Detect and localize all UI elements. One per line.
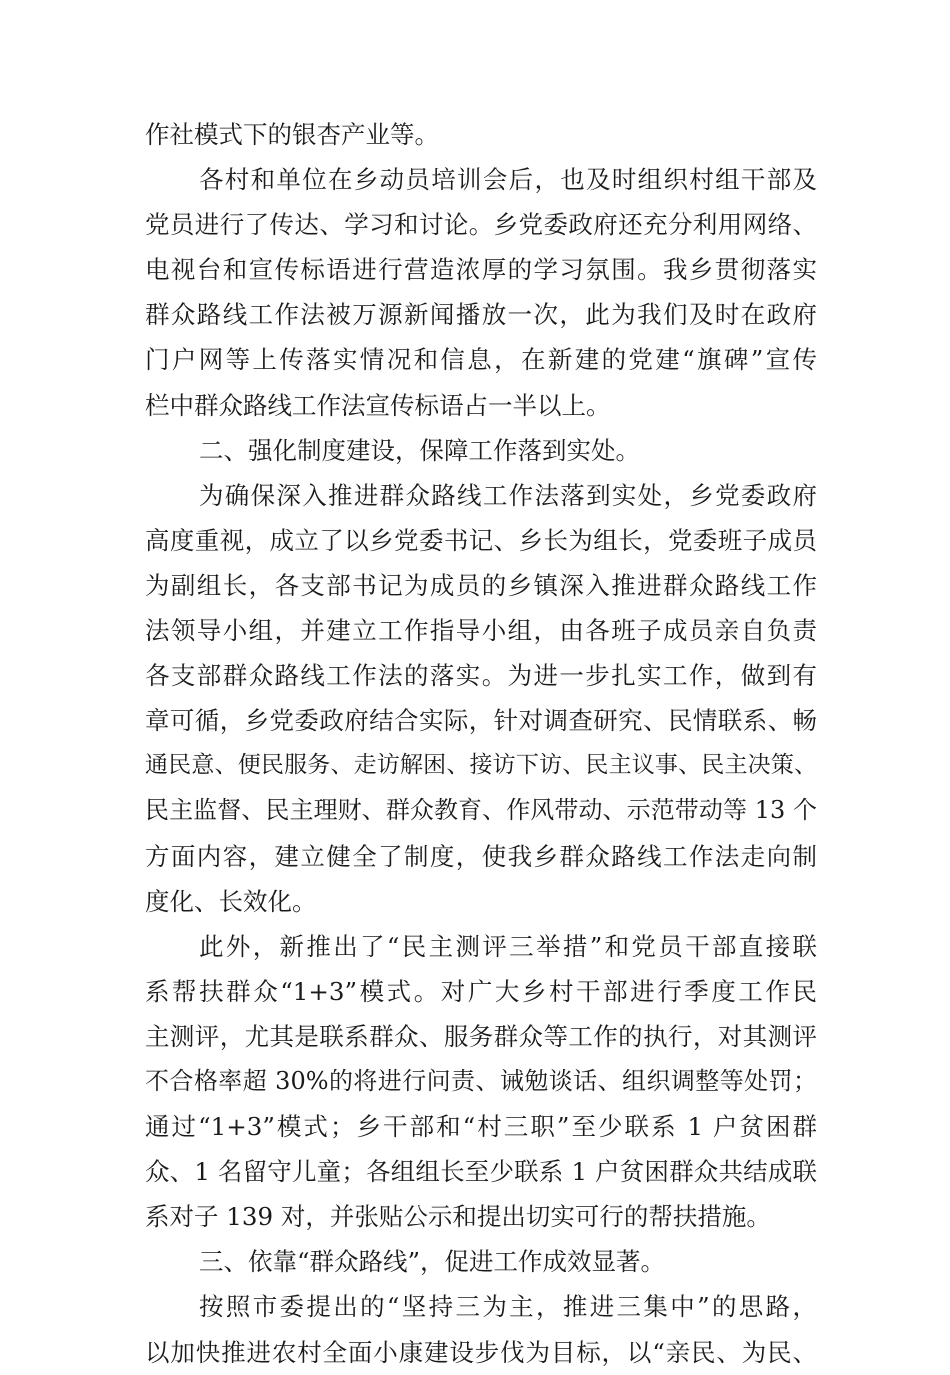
text-line: 不合格率超 30%的将进行问责、诫勉谈话、组织调整等处罚； <box>145 1066 817 1095</box>
text-line: 系对子 139 对，并张贴公示和提出切实可行的帮扶措施。 <box>145 1202 771 1232</box>
text-line: 电视台和宣传标语进行营造浓厚的学习氛围。我乡贯彻落实 <box>145 255 817 285</box>
text-line: 主测评，尤其是联系群众、服务群众等工作的执行，对其测评 <box>145 1021 817 1051</box>
text-line: 门户网等上传落实情况和信息，在新建的党建“旗碑”宣传 <box>145 345 817 375</box>
text-line: 章可循，乡党委政府结合实际，针对调查研究、民情联系、畅 <box>145 706 817 736</box>
text-line: 众、1 名留守儿童；各组组长至少联系 1 户贫困群众共结成联 <box>145 1157 817 1187</box>
text-line: 系帮扶群众“1+3”模式。对广大乡村干部进行季度工作民 <box>145 976 817 1006</box>
document-body <box>145 112 817 1375</box>
text-line: 度化、长效化。 <box>145 886 317 916</box>
text-line: 各村和单位在乡动员培训会后，也及时组织村组干部及 <box>199 165 817 195</box>
text-line: 通过“1+3”模式；乡干部和“村三职”至少联系 1 户贫困群 <box>145 1112 817 1142</box>
text-line: 各支部群众路线工作法的落实。为进一步扎实工作，做到有 <box>145 661 817 691</box>
text-line: 方面内容，建立健全了制度，使我乡群众路线工作法走向制 <box>145 841 817 871</box>
text-line: 为确保深入推进群众路线工作法落到实处，乡党委政府 <box>199 480 817 510</box>
text-line: 民主监督、民主理财、群众教育、作风带动、示范带动等 13 个 <box>145 796 817 825</box>
text-line: 法领导小组，并建立工作指导小组，由各班子成员亲自负责 <box>145 616 817 646</box>
text-line: 通民意、便民服务、走访解困、接访下访、民主议事、民主决策、 <box>145 752 817 779</box>
text-line: 按照市委提出的“坚持三为主，推进三集中”的思路， <box>199 1292 817 1322</box>
text-line: 高度重视，成立了以乡党委书记、乡长为组长，党委班子成员 <box>145 525 817 555</box>
text-line: 群众路线工作法被万源新闻播放一次，此为我们及时在政府 <box>145 300 817 330</box>
text-line: 此外，新推出了“民主测评三举措”和党员干部直接联 <box>199 931 817 961</box>
text-line: 栏中群众路线工作法宣传标语占一半以上。 <box>145 390 611 420</box>
text-line: 党员进行了传达、学习和讨论。乡党委政府还充分利用网络、 <box>145 210 817 240</box>
text-line: 三、依靠“群众路线”，促进工作成效显著。 <box>199 1247 666 1277</box>
text-line: 二、强化制度建设，保障工作落到实处。 <box>199 435 640 465</box>
text-line: 以加快推进农村全面小康建设步伐为目标，以“亲民、为民、 <box>145 1337 817 1367</box>
text-line: 为副组长，各支部书记为成员的乡镇深入推进群众路线工作 <box>145 570 817 600</box>
text-line: 作社模式下的银杏产业等。 <box>145 120 439 149</box>
